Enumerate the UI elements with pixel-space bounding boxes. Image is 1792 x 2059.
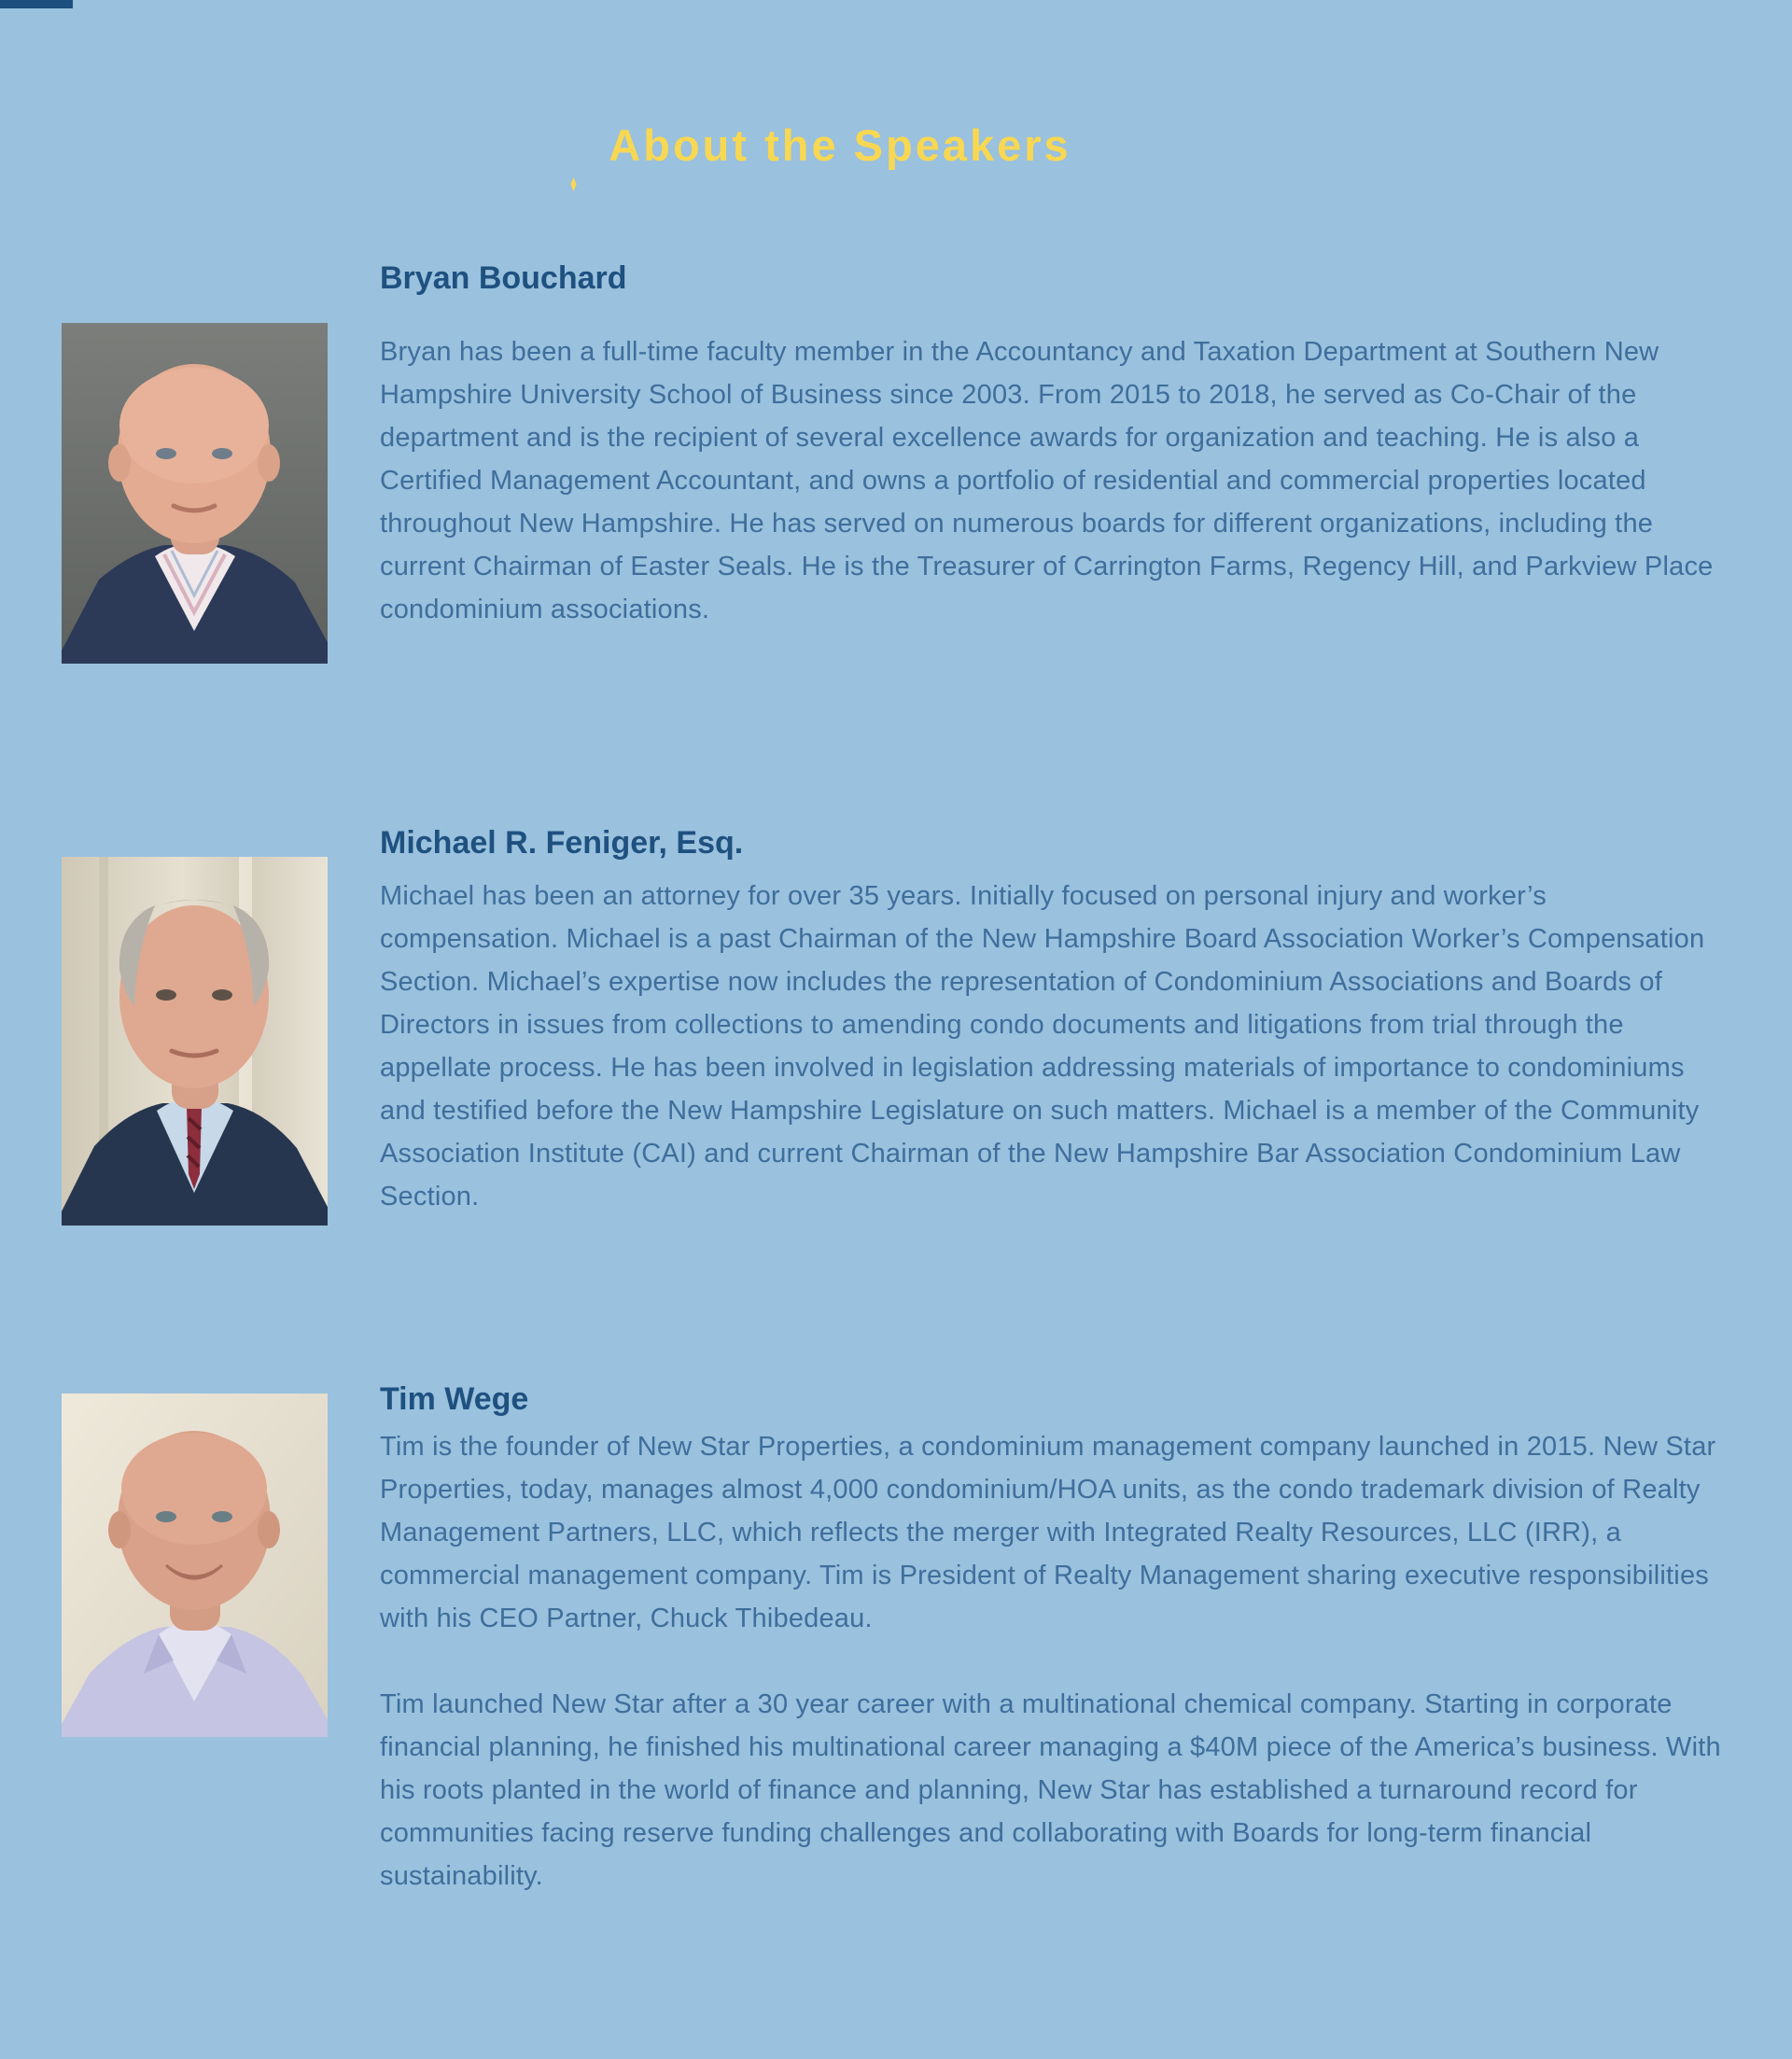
speaker-name: Michael R. Feniger, Esq.: [380, 825, 744, 861]
portrait-photo-illustration: [62, 1394, 328, 1737]
portrait-bryan-bouchard: [62, 323, 328, 664]
sparkle-decoration: [569, 177, 578, 191]
speaker-section-tim: [0, 1379, 1792, 1898]
speaker-section-bryan: [0, 258, 1792, 664]
portrait-tim-wege: [62, 1394, 328, 1737]
speaker-bio-paragraph: Tim is the founder of New Star Properties, a condominium management company launched in 2015. New Star Properties, today, manages almost 4,000 condominium/HOA units, as the condo trademark division of Realty Management Partners, LLC, which reflects the merger with Integrated Realty Resources, LLC (IRR), a commercial management company. Tim is President of Realty Management sharing executive responsibilities with his CEO Partner, Chuck Thibedeau.: [380, 1432, 1716, 1633]
speaker-bio-paragraph: Michael has been an attorney for over 35 years. Initially focused on personal injury and worker’s compensation. Michael is a past Chairman of the New Hampshire Board Association Worker’s Compensation Section. Michael’s expertise now includes the representation of Condominium Associations and Boards of Directors in issues from collections to amending condo documents and litigations from trial through the appellate process. He has been involved in legislation addressing materials of importance to condominiums and testified before the New Hampshire Legislature on such matters. Michael is a member of the Community Association Institute (CAI) and current Chairman of the New Hampshire Bar Association Condominium Law Section.: [380, 881, 1705, 1212]
speaker-bio-paragraph: Bryan has been a full-time faculty member in the Accountancy and Taxation Department at Southern New Hampshire University School of Business since 2003. From 2015 to 2018, he served as Co-Chair of the department and is the recipient of several excellence awards for organization and teaching. He is also a Certified Management Accountant, and owns a portfolio of residential and commercial properties located throughout New Hampshire. He has served on numerous boards for different organizations, including the current Chairman of Easter Seals. He is the Treasurer of Carrington Farms, Regency Hill, and Parkview Place condominium associations.: [380, 337, 1714, 624]
speaker-section-michael: [0, 822, 1792, 1226]
portrait-photo-illustration: [62, 857, 328, 1226]
portrait-photo-illustration: [62, 323, 328, 664]
speaker-text-tim: [380, 1379, 1724, 1898]
speaker-name: Tim Wege: [380, 1381, 529, 1417]
speaker-text-michael: [380, 822, 1724, 1226]
speaker-name: Bryan Bouchard: [380, 260, 627, 296]
speaker-text-bryan: [380, 258, 1724, 664]
page-title: About the Speakers: [609, 120, 1071, 170]
page-edge-fragment: [0, 0, 73, 8]
speaker-bio-paragraph: Tim launched New Star after a 30 year career with a multinational chemical company. Starting in corporate financial planning, he finished his multinational career managing a $40M piece of the America’s business. With his roots planted in the world of finance and planning, New Star has established a turnaround record for communities facing reserve funding challenges and collaborating with Boards for long-term financial sustainability.: [380, 1689, 1721, 1891]
portrait-michael-feniger: [62, 857, 328, 1226]
